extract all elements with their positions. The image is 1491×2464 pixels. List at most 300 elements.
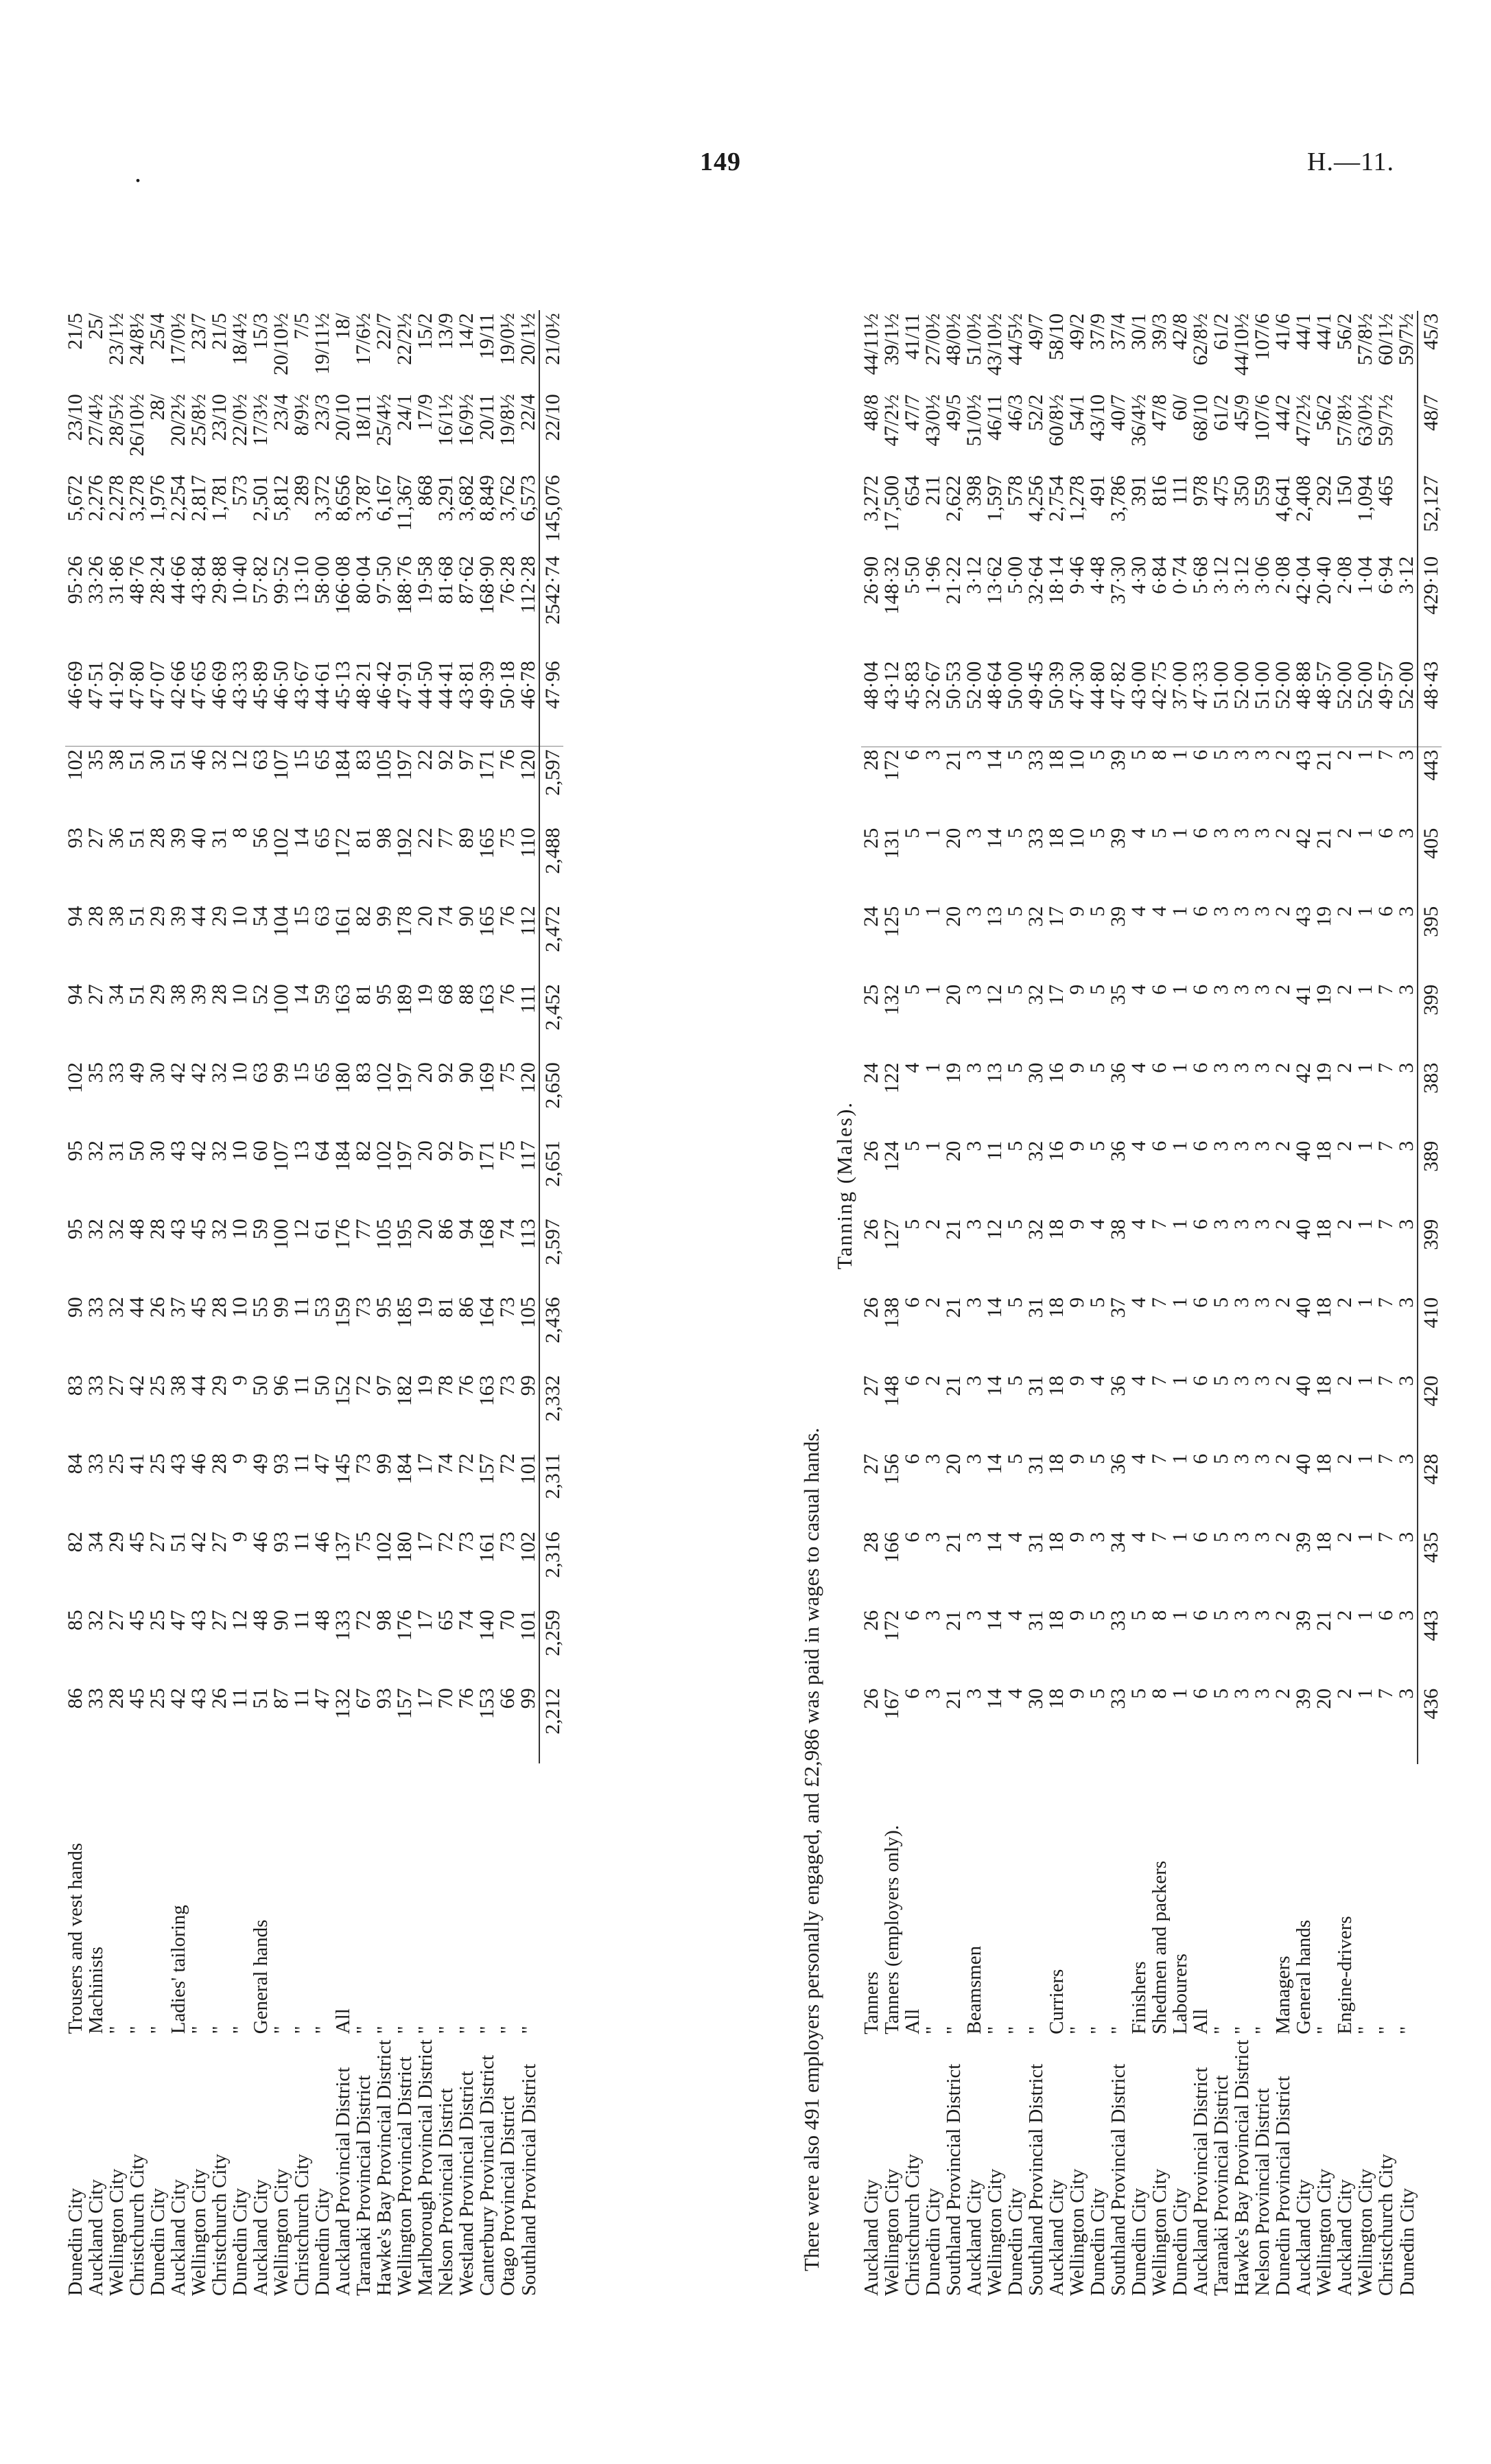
value-cell: 24	[860, 906, 882, 927]
value-cell: 17/3½	[249, 394, 272, 447]
value-cell: 2	[1271, 828, 1294, 838]
value-cell: 39	[1292, 1610, 1315, 1631]
value-cell: 41	[126, 1453, 148, 1475]
table-row	[65, 310, 86, 2299]
value-cell: 1	[1354, 1140, 1376, 1151]
value-cell: 37	[1107, 1297, 1129, 1318]
value-cell: 47/2½	[880, 394, 903, 447]
value-cell: 36	[105, 828, 128, 849]
value-cell: 23/1½	[105, 313, 128, 366]
value-cell: 5	[1004, 1375, 1026, 1386]
value-cell: 25	[105, 1453, 128, 1475]
value-cell: 63	[250, 747, 271, 825]
value-cell: 86	[64, 1688, 86, 1709]
value-cell: 8	[1148, 1688, 1171, 1699]
value-cell: 5,812	[270, 475, 292, 521]
value-cell: 3	[1230, 1219, 1253, 1230]
value-cell: 72	[352, 1610, 375, 1631]
value-cell: 1	[1170, 747, 1190, 825]
value-cell: 3	[1230, 984, 1253, 995]
value-cell: 26	[860, 1219, 882, 1240]
value-cell: 23/7	[187, 313, 210, 350]
value-cell: 8	[1149, 747, 1170, 825]
occupation-cell: "	[435, 2026, 457, 2034]
value-cell: 156	[880, 1453, 903, 1485]
value-cell: 350	[1230, 475, 1253, 506]
value-cell: 95	[373, 1297, 395, 1318]
value-cell: 6	[1189, 1532, 1212, 1542]
value-cell: 2,817	[187, 475, 210, 521]
value-cell: 42	[187, 1532, 210, 1553]
value-cell: 50	[126, 1140, 148, 1162]
value-cell: 1·96	[921, 556, 944, 594]
district-cell: Dunedin City	[147, 2187, 169, 2296]
value-cell: 30	[1024, 1688, 1047, 1709]
table-row	[456, 310, 477, 2299]
value-cell: 45·13	[331, 661, 354, 709]
district-cell: Canterbury Provincial District	[476, 2054, 498, 2296]
value-cell: 20	[1313, 1688, 1335, 1709]
value-cell: 1	[1354, 1297, 1376, 1308]
value-cell: 6	[1148, 984, 1171, 995]
value-cell: 1	[921, 1062, 944, 1073]
value-cell: 1	[1169, 906, 1191, 917]
district-cell: Wellington City	[881, 2168, 903, 2296]
value-cell: 27	[105, 1375, 128, 1396]
value-cell: 120	[518, 747, 539, 825]
value-cell: 32	[105, 1297, 128, 1318]
value-cell: 5	[901, 828, 924, 838]
value-cell: 20/10	[331, 394, 354, 441]
value-cell: 81	[434, 1297, 457, 1318]
rotated-page-content	[64, 206, 1442, 2299]
value-cell: 72	[434, 1532, 457, 1553]
value-cell: 8,849	[476, 475, 498, 521]
value-cell: 25	[146, 1375, 169, 1396]
value-cell: 159	[331, 1297, 354, 1328]
value-cell: 171	[477, 747, 497, 825]
table-row	[189, 310, 209, 2299]
value-cell: 58/10	[1045, 313, 1068, 361]
value-cell: 3	[1396, 747, 1418, 825]
value-cell: 43·12	[880, 661, 903, 709]
value-cell: 4	[1127, 1375, 1150, 1386]
value-cell: 97	[373, 1375, 395, 1396]
value-cell: 19/0½	[496, 313, 519, 366]
value-cell: 161	[476, 1532, 498, 1563]
value-cell: 6,573	[517, 475, 539, 521]
value-cell: 2	[1271, 1140, 1294, 1151]
district-cell: Auckland City	[1334, 2179, 1356, 2296]
district-cell: Auckland City	[85, 2179, 107, 2296]
value-cell: 15	[290, 1062, 313, 1083]
value-cell: 43	[187, 1610, 210, 1631]
occupation-cell: "	[414, 2026, 436, 2034]
value-cell: 1	[1169, 1297, 1191, 1308]
value-cell: 17/6½	[352, 313, 375, 366]
value-cell: 19·58	[414, 556, 436, 605]
value-cell: 25/8½	[187, 394, 210, 447]
occupation-cell: "	[1107, 2026, 1129, 2034]
occupation-cell: Finishers	[1128, 1961, 1150, 2034]
value-cell: 42	[187, 1062, 210, 1083]
value-cell: 31	[1024, 1532, 1047, 1553]
district-cell: Otago Provincial District	[497, 2096, 519, 2296]
value-cell: 18	[1046, 747, 1067, 825]
value-cell: 32	[208, 1219, 231, 1240]
value-cell: 78	[434, 1375, 457, 1396]
value-cell: 31	[105, 1140, 128, 1162]
value-cell: 6	[1189, 1297, 1212, 1308]
value-cell: 82	[352, 1140, 375, 1162]
value-cell: 7	[1148, 1375, 1171, 1386]
occupation-cell: "	[922, 2026, 944, 2034]
value-cell: 6	[1189, 1453, 1212, 1464]
value-cell: 3	[963, 1610, 985, 1621]
value-cell: 168	[476, 1219, 498, 1250]
value-cell: 46	[187, 1453, 210, 1475]
district-cell: Christchurch City	[126, 2153, 148, 2296]
total-cell: 395	[1418, 904, 1442, 982]
value-cell: 17/9	[414, 394, 436, 431]
value-cell: 5	[1086, 1062, 1109, 1073]
value-cell: 28	[146, 1219, 169, 1240]
value-cell: 4·30	[1127, 556, 1150, 594]
value-cell: 6·84	[1148, 556, 1171, 594]
value-cell: 133	[331, 1610, 354, 1641]
value-cell: 391	[1127, 475, 1150, 506]
value-cell: 18	[1313, 1375, 1335, 1396]
value-cell: 112·28	[517, 556, 539, 614]
value-cell: 50	[311, 1375, 333, 1396]
blank-cell	[1418, 2037, 1442, 2299]
value-cell: 50·18	[496, 661, 519, 709]
value-cell: 7	[1376, 747, 1396, 825]
value-cell: 18	[1313, 1453, 1335, 1475]
total-cell: 48·43	[1418, 659, 1442, 747]
value-cell: 97	[456, 747, 477, 825]
value-cell: 3	[1395, 1140, 1418, 1151]
total-cell: 410	[1418, 1295, 1442, 1373]
value-cell: 1	[1354, 1375, 1376, 1386]
value-cell: 94	[64, 984, 86, 1005]
value-cell: 35	[86, 747, 106, 825]
value-cell: 49·45	[1024, 661, 1047, 709]
value-cell: 1	[1354, 1532, 1376, 1542]
value-cell: 48·21	[352, 661, 375, 709]
value-cell: 63	[249, 1062, 272, 1083]
value-cell: 3	[1251, 828, 1273, 838]
value-cell: 44/2	[1271, 394, 1294, 432]
value-cell: 41	[1292, 984, 1315, 1005]
value-cell: 11	[983, 1140, 1006, 1161]
value-cell: 76	[497, 747, 518, 825]
value-cell: 6	[901, 1297, 924, 1308]
value-cell: 5	[1088, 747, 1108, 825]
value-cell: 97	[455, 1140, 478, 1162]
value-cell: 39	[187, 984, 210, 1005]
value-cell: 6	[1189, 1688, 1212, 1699]
value-cell: 99	[517, 1688, 539, 1709]
district-cell: Auckland City	[860, 2179, 882, 2296]
table-row	[477, 310, 497, 2299]
value-cell: 172	[882, 747, 902, 825]
value-cell: 47·30	[1066, 661, 1088, 709]
value-cell: 2	[1333, 1453, 1356, 1464]
value-cell: 3	[921, 1453, 944, 1464]
value-cell: 33	[1107, 1610, 1129, 1631]
value-cell: 81	[352, 828, 375, 849]
value-cell: 90	[455, 906, 478, 927]
district-cell: Auckland City	[1046, 2179, 1068, 2296]
value-cell: 10	[228, 906, 251, 927]
value-cell: 90	[455, 1062, 478, 1083]
value-cell: 43	[1293, 747, 1314, 825]
value-cell: 99·52	[270, 556, 292, 605]
value-cell: 13·62	[983, 556, 1006, 605]
value-cell: 44/1	[1313, 313, 1335, 351]
value-cell: 4	[1127, 1062, 1150, 1073]
value-cell: 51/0½	[963, 313, 985, 366]
value-cell: 65	[312, 747, 333, 825]
value-cell: 18	[1045, 1297, 1068, 1318]
occupation-cell: Engine-drivers	[1334, 1916, 1356, 2034]
value-cell: 6	[1189, 984, 1212, 995]
value-cell: 2	[1271, 906, 1294, 917]
value-cell: 72	[352, 1375, 375, 1396]
value-cell: 112	[517, 906, 539, 937]
value-cell: 3	[1252, 747, 1273, 825]
value-cell: 67	[352, 1688, 375, 1709]
value-cell: 76	[455, 1375, 478, 1396]
value-cell: 26/10½	[126, 394, 148, 457]
value-cell: 73	[455, 1532, 478, 1553]
total-cell: 2,597	[539, 1216, 563, 1294]
value-cell: 48·57	[1313, 661, 1335, 709]
value-cell: 33	[84, 1688, 107, 1709]
value-cell: 4	[1127, 1532, 1150, 1542]
district-cell: Marlborough Provincial District	[414, 2039, 436, 2296]
totals-row	[539, 310, 563, 2299]
value-cell: 5	[1004, 1219, 1026, 1230]
totals-row	[1418, 311, 1442, 2299]
value-cell: 5	[1004, 984, 1026, 995]
value-cell: 20/11	[476, 394, 498, 441]
value-cell: 11	[290, 1610, 313, 1630]
table-row	[1190, 311, 1211, 2299]
value-cell: 76	[496, 984, 519, 1005]
value-cell: 2	[1333, 828, 1356, 838]
value-cell: 292	[1313, 475, 1335, 506]
value-cell: 40	[1292, 1375, 1315, 1396]
value-cell: 19	[1313, 1062, 1335, 1083]
district-cell: Christchurch City	[902, 2153, 924, 2296]
value-cell: 157	[393, 1688, 416, 1720]
value-cell: 39	[1292, 1532, 1315, 1553]
value-cell: 11,367	[393, 475, 416, 531]
value-cell: 12	[290, 1219, 313, 1240]
occupation-cell: "	[1066, 2026, 1088, 2034]
value-cell: 20/10½	[270, 313, 292, 376]
value-cell: 113	[517, 1219, 539, 1249]
value-cell: 47·07	[146, 661, 169, 709]
value-cell: 28	[84, 906, 107, 927]
value-cell: 111	[1169, 475, 1191, 505]
value-cell: 120	[517, 1062, 539, 1094]
value-cell: 3	[1210, 1219, 1232, 1230]
value-cell: 27/0½	[921, 313, 944, 366]
value-cell: 3	[1395, 1062, 1418, 1073]
value-cell: 2	[1333, 1140, 1356, 1151]
value-cell: 14	[983, 1532, 1006, 1553]
value-cell: 46·50	[270, 661, 292, 709]
value-cell: 5	[1004, 1297, 1026, 1308]
value-cell: 21	[942, 1688, 965, 1709]
value-cell: 99	[373, 1453, 395, 1475]
total-cell: 2,651	[539, 1138, 563, 1216]
value-cell: 4	[1086, 1219, 1109, 1230]
total-cell: 443	[1418, 747, 1442, 825]
value-cell: 3	[1251, 1219, 1273, 1230]
value-cell: 18	[1045, 1219, 1068, 1240]
value-cell: 8/9½	[290, 394, 313, 436]
value-cell: 51·00	[1210, 661, 1232, 709]
value-cell: 33	[105, 1062, 128, 1083]
value-cell: 48	[126, 1219, 148, 1240]
value-cell: 9	[1066, 1375, 1088, 1386]
value-cell: 30	[146, 1062, 169, 1083]
value-cell: 39	[1107, 906, 1129, 927]
value-cell: 23/4	[270, 394, 292, 431]
value-cell: 107/6	[1251, 313, 1273, 361]
value-cell: 6	[901, 1375, 924, 1386]
value-cell: 65	[311, 828, 333, 849]
value-cell: 4	[1004, 1610, 1026, 1621]
value-cell: 34	[105, 984, 128, 1005]
value-cell: 3	[964, 747, 985, 825]
value-cell: 54/1	[1066, 394, 1088, 432]
value-cell: 27	[208, 1532, 231, 1553]
value-cell: 102	[64, 1062, 86, 1094]
value-cell: 17	[1045, 906, 1068, 927]
value-cell: 4	[1127, 1453, 1150, 1464]
value-cell: 5	[901, 1219, 924, 1230]
value-cell: 7	[1374, 1297, 1397, 1308]
value-cell: 41·92	[105, 661, 128, 709]
value-cell: 104	[270, 906, 292, 937]
value-cell: 38	[106, 747, 127, 825]
total-cell: 443	[1418, 1608, 1442, 1686]
value-cell: 3	[963, 1375, 985, 1386]
value-cell: 20	[942, 828, 965, 849]
value-cell: 99	[517, 1375, 539, 1396]
value-cell: 93	[373, 1688, 395, 1709]
value-cell: 73	[496, 1532, 519, 1553]
footnote: There were also 491 employers personally engaged, and £2,986 was paid in wages to casual hands.	[799, 1427, 823, 2271]
value-cell: 45	[126, 1688, 148, 1709]
value-cell: 99	[270, 1297, 292, 1318]
value-cell: 62/8½	[1189, 313, 1212, 366]
occupation-cell: "	[1375, 2026, 1397, 2034]
value-cell: 40	[1292, 1453, 1315, 1475]
value-cell: 3·06	[1251, 556, 1273, 594]
value-cell: 6	[901, 1688, 924, 1699]
occupation-cell: "	[984, 2026, 1006, 2034]
value-cell: 43·33	[228, 661, 251, 709]
value-cell: 20/2½	[167, 394, 189, 447]
table-row	[1149, 311, 1170, 2299]
value-cell: 3	[1251, 1062, 1273, 1073]
value-cell: 4	[1127, 1219, 1150, 1230]
value-cell: 1,781	[208, 475, 231, 521]
total-cell: 2,436	[539, 1294, 563, 1372]
value-cell: 3	[1251, 1297, 1273, 1308]
value-cell: 50·53	[942, 661, 965, 709]
value-cell: 28·24	[146, 556, 169, 605]
value-cell: 6	[1374, 906, 1397, 917]
value-cell: 42	[1292, 828, 1315, 849]
value-cell: 44	[187, 1375, 210, 1396]
value-cell: 25	[860, 828, 882, 849]
value-cell: 88	[455, 984, 478, 1005]
value-cell: 182	[393, 1375, 416, 1407]
value-cell: 1	[1354, 1062, 1376, 1073]
district-cell: Southland Provincial District	[1025, 2063, 1047, 2296]
value-cell: 14	[983, 1610, 1006, 1631]
value-cell: 28	[860, 1532, 882, 1553]
table-row	[861, 311, 882, 2299]
value-cell: 25	[860, 984, 882, 1005]
value-cell: 978	[1189, 475, 1212, 506]
value-cell: 26	[208, 1688, 231, 1709]
value-cell: 44	[126, 1297, 148, 1318]
value-cell: 83	[64, 1375, 86, 1396]
table-row	[518, 310, 539, 2299]
district-cell: Wellington City	[1149, 2168, 1171, 2296]
value-cell: 192	[393, 828, 416, 859]
value-cell: 111	[517, 984, 539, 1014]
value-cell: 19	[1313, 906, 1335, 927]
value-cell: 33	[84, 1375, 107, 1396]
value-cell: 18	[1045, 1532, 1068, 1553]
value-cell: 82	[64, 1532, 86, 1553]
value-cell: 33	[1026, 747, 1046, 825]
value-cell: 22/7	[373, 313, 395, 350]
table-row	[1108, 311, 1129, 2299]
value-cell: 41/6	[1271, 313, 1294, 351]
value-cell: 3	[963, 828, 985, 838]
value-cell: 6,167	[373, 475, 395, 521]
value-cell: 100	[270, 1219, 292, 1250]
value-cell: 2,276	[84, 475, 107, 521]
value-cell: 165	[476, 828, 498, 859]
value-cell: 19	[1313, 984, 1335, 1005]
value-cell: 28	[105, 1688, 128, 1709]
value-cell: 3	[1395, 828, 1418, 838]
value-cell: 47	[311, 1453, 333, 1475]
value-cell: 16	[1045, 1062, 1068, 1083]
table-row	[1314, 311, 1335, 2299]
value-cell: 816	[1148, 475, 1171, 506]
value-cell: 475	[1210, 475, 1232, 506]
value-cell: 10	[1066, 828, 1088, 849]
value-cell: 573	[228, 475, 251, 506]
table-row	[415, 310, 436, 2299]
value-cell: 1	[1169, 1532, 1191, 1542]
value-cell: 60/8½	[1045, 394, 1068, 447]
value-cell: 7	[1374, 1219, 1397, 1230]
value-cell: 47·82	[1107, 661, 1129, 709]
